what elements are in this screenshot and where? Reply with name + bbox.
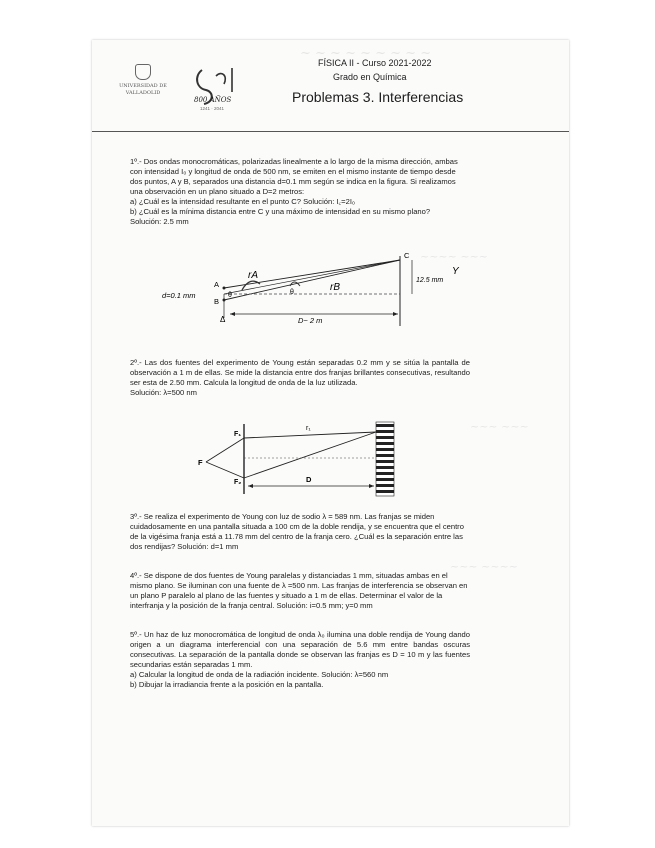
problem-item: b) ¿Cuál es la mínima distancia entre C y una máximo de intensidad en su mismo plano? [130,207,431,216]
point-a-label: A [214,280,220,289]
problem-solution: Solución: λ=500 nm [130,388,197,397]
handwritten-rb: rB [330,282,340,293]
page-title: Problemas 3. Interferencias [292,89,464,105]
d-label: d=0.1 mm [162,291,196,300]
bleed-through-text: ~~~ ~~~ [470,420,529,433]
problem-1 [130,157,470,227]
arrow-head-icon [248,484,253,488]
distance-d-label: D [306,475,312,484]
problem-statement: 4º.- Se dispone de dos fuentes de Young paralelas y distanciadas 1 mm, situadas ambas en el mismo plano. Se iluminan con una fuente de λ =500 nm. Las franjas de interferencia se observan en un plano P paralelo al plano de las fuentes y situado a 1 m de ellas. Determinar el valor de la interfranja y la posición de la franja central. Solución: i=0.5 mm; y=0 mm [130,571,468,610]
ray-r1-label: r₁ [306,425,311,432]
problem-item: a) Calcular la longitud de onda de la radiación incidente. Solución: λ=560 nm [130,670,389,679]
header-divider [92,131,569,132]
arrow-head-icon [369,484,374,488]
distance-label: D~ 2 m [298,316,323,325]
source-f-label: F [198,458,203,467]
handwritten-delta: Δ [220,315,226,324]
source-a-dot [223,287,226,290]
slit-f2-label: F₂ [234,479,242,486]
problem-statement: 3º.- Se realiza el experimento de Young con luz de sodio λ = 589 nm. Las franjas se miden cuidadosamente en una pantalla situada a 100 cm de la doble rendija, y se encuentra que el centro de la vigésima franja está a 11.78 mm del centro de la franja cero. ¿Cuál es la separación entre las dos rendijas? Solución: d=1 mm [130,512,464,551]
handwritten-ra: rA [248,270,258,281]
problem-4 [130,571,470,611]
degree-heading: Grado en Química [333,72,407,82]
figure-2-diagram [196,418,406,500]
bleed-through-text: ~ ~ ~ ~ ~ ~ ~ ~ ~ [300,46,432,61]
slit-f1-label: F₁ [234,431,242,438]
point-b-label: B [214,297,220,306]
problem-statement: 5º.- Un haz de luz monocromática de longitud de onda λ₀ ilumina una doble rendija de Young dando origen a un diagrama interferencial con una separación de 5.6 mm entre bandas oscuras consecutivas. La separación de la pantalla donde se observan las franjas es D = 10 m y las fuentes secundarias están separadas 1 mm. [130,630,470,669]
anniversary-logo: 800 AÑOS 1241 · 2041 [192,62,244,114]
theta-label: θ [228,292,232,299]
theta-label: θ [290,289,294,296]
point-c-label: C [404,251,410,260]
ray-r1 [244,432,376,438]
ray-to-f1 [206,438,244,462]
fringe-screen [376,422,394,496]
y-label: 12.5 mm [416,277,444,284]
problem-item: b) Dibujar la irradiancia frente a la posición en la pantalla. [130,680,324,689]
figure-1-diagram [150,246,470,338]
ray-to-f2 [206,462,244,478]
problem-2 [130,358,470,398]
problem-solution: Solución: 2.5 mm [130,217,189,226]
source-b-dot [223,299,226,302]
university-logo: UNIVERSIDAD DE VALLADOLID [113,64,173,96]
ray-r2 [244,432,376,478]
bleed-through-text: ~~~ ~~~~ [450,560,519,573]
problem-5 [130,630,470,690]
problem-3 [130,512,470,552]
course-heading: FÍSICA II - Curso 2021-2022 [318,58,432,68]
problem-statement: 1º.- Dos ondas monocromáticas, polarizadas linealmente a lo largo de la misma dirección, ambas con intensidad I₀ y longitud de onda de 500 nm, se emiten en el mismo instante de tiempo desde dos puntos, A y B, separados una distancia d=0.1 mm según se indica en la figura. Si realizamos una observación en un plano situado a D=2 metros: [130,157,458,196]
arrow-head-icon [393,312,398,316]
arrow-head-icon [230,312,235,316]
bleed-through-text: ~~~~ ~~~ [420,250,489,263]
handwritten-y: Y [452,266,459,277]
problem-item: a) ¿Cuál es la intensidad resultante en el punto C? Solución: I꜀=2I₀ [130,197,356,206]
problem-statement: 2º.- Las dos fuentes del experimento de Young están separadas 0.2 mm y se sitúa la pantalla de observación a 1 m de ellas. Se mide la distancia entre dos franjas brillantes consecutivas, resultando ser esta de 2.50 mm. Calcula la longitud de onda de la luz utilizada. [130,358,470,387]
